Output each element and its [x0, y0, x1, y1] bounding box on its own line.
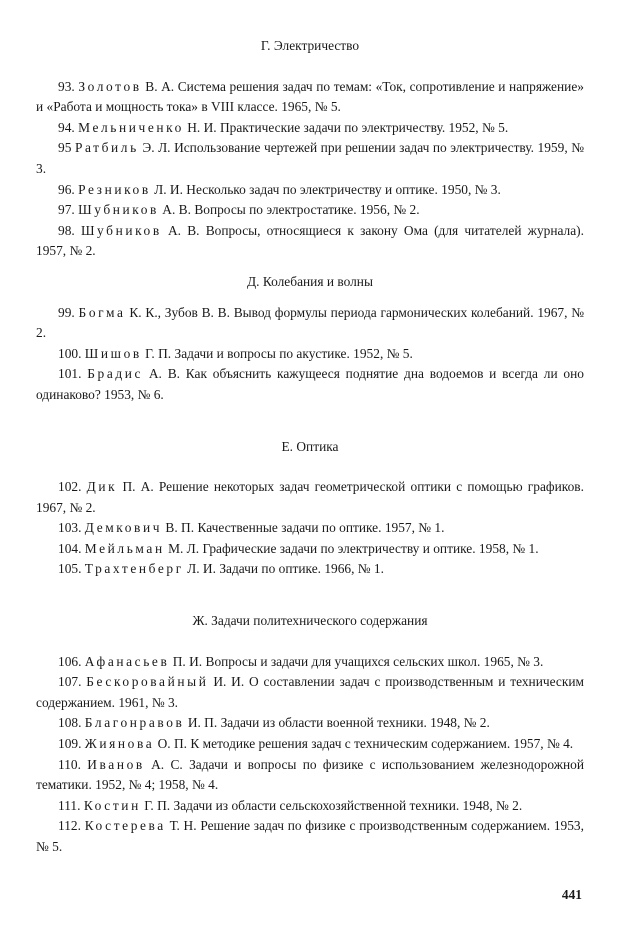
entry-text: Графические задачи по электричеству и оптике. 1958, № 1.: [202, 540, 539, 556]
entry-initials: Л. И.: [187, 561, 216, 577]
entry-initials: А. В.: [162, 202, 191, 218]
entry-number: 94.: [58, 119, 75, 135]
entry-author: Брадис: [87, 366, 144, 382]
entry-number: 110.: [58, 756, 81, 772]
section-spacer: [36, 406, 584, 437]
entry-author: Шубников: [80, 222, 162, 238]
entry-author: Костерева: [84, 818, 166, 834]
bibliography-entry: [36, 734, 584, 755]
bibliography-entry: [36, 77, 584, 118]
section-title-optics: Е. Оптика: [281, 438, 339, 454]
entry-text: Задачи и вопросы по акустике. 1952, № 5.: [174, 345, 413, 361]
section-spacer: [36, 57, 584, 77]
entry-author: Жиянова: [84, 736, 155, 752]
entry-author: Иванов: [87, 756, 145, 772]
entry-author: Демкович: [84, 520, 163, 536]
entry-initials: О. П.: [157, 736, 188, 752]
entry-text: Задачи и вопросы по физике с использованием железнодорожной тематики. 1952, № 4; 1958, № 4.: [36, 756, 584, 793]
bibliography-entry: [36, 672, 584, 713]
entry-initials: И. И.: [213, 674, 245, 690]
entry-author: Бескоровайный: [86, 674, 209, 690]
entry-number: 99.: [58, 304, 75, 320]
entry-author: Дик: [86, 479, 118, 495]
entry-text: О составлении задач с производственным и техническим содержанием. 1961, № 3.: [36, 674, 584, 710]
entry-text: Задачи из области военной техники. 1948, № 2.: [220, 715, 490, 731]
entry-initials: В. П.: [165, 520, 195, 536]
entry-initials: А. В.: [148, 366, 180, 382]
entry-text: Задачи по оптике. 1966, № 1.: [219, 561, 384, 577]
entry-text: Практические задачи по электричеству. 1952, № 5.: [219, 119, 509, 135]
entry-initials: Н. И.: [187, 119, 217, 135]
entry-author: Мельниченко: [78, 119, 184, 135]
entry-text: Вопросы по электростатике. 1956, № 2.: [194, 202, 420, 218]
section-title-oscillations: Д. Колебания и волны: [247, 273, 373, 289]
entry-text: Несколько задач по электричеству и оптике. 1950, № 3.: [186, 181, 501, 197]
entry-initials: П. И.: [172, 653, 203, 669]
entry-author: Костин: [83, 797, 141, 813]
section-title-polytechnic: Ж. Задачи политехнического содержания: [192, 613, 428, 629]
bibliography-entry: [36, 652, 584, 673]
entry-number: 97.: [58, 202, 75, 218]
entry-text: Как объяснить кажущееся поднятие дна водоемов и всегда ли оно одинаково? 1953, № 6.: [36, 366, 584, 402]
entry-text: Система решения задач по темам: «Ток, сопротивление и напряжение» и «Работа и мощность тока» в VIII классе. 1965, № 5.: [36, 78, 584, 115]
entry-initials: Э. Л.: [142, 140, 171, 156]
entry-number: 106.: [58, 653, 82, 669]
section-spacer: [36, 293, 584, 303]
entry-number: 95: [58, 140, 72, 156]
entry-number: 107.: [58, 674, 82, 690]
bibliography-entry: [36, 816, 584, 857]
section-spacer: [36, 632, 584, 652]
bibliography-entry: [36, 200, 584, 221]
section-spacer: [36, 457, 584, 477]
entry-initials: И. П.: [187, 715, 218, 731]
entry-number: 93.: [58, 78, 75, 94]
section-spacer: [36, 262, 584, 272]
entry-author: Золотов: [78, 78, 142, 94]
bibliography-entry: [36, 138, 584, 179]
bibliography-page: [36, 36, 584, 858]
entry-initials: В. А.: [145, 78, 175, 94]
entry-text: Задачи из области сельскохозяйственной техники. 1948, № 2.: [173, 797, 523, 813]
entry-author: Богма: [78, 304, 126, 320]
entry-initials: А. С.: [151, 756, 183, 772]
bibliography-entry: [36, 477, 584, 518]
entry-number: 109.: [58, 736, 82, 752]
entry-text: Использование чертежей при решении задач по электричеству. 1959, № 3.: [36, 140, 584, 176]
entry-initials: А. В.: [167, 222, 200, 238]
bibliography-entry: [36, 221, 584, 262]
bibliography-entry: [36, 344, 584, 365]
entry-number: 98.: [58, 222, 75, 238]
entry-author: Резников: [78, 181, 151, 197]
entry-number: 103.: [58, 520, 82, 536]
section-title-electricity: Г. Электричество: [260, 38, 360, 53]
entry-text: К методике решения задач с техническим содержанием. 1957, № 4.: [190, 736, 574, 752]
bibliography-entry: [36, 303, 584, 344]
entry-number: 102.: [58, 479, 82, 495]
entry-initials: Г. П.: [144, 797, 171, 813]
entry-author: Ратбиль: [74, 140, 139, 156]
bibliography-entry: [36, 559, 584, 580]
entry-author: Трахтенберг: [84, 561, 184, 577]
entry-initials: Г. П.: [145, 345, 172, 361]
entry-text: Решение задач по физике с производственным содержанием. 1953, № 5.: [36, 818, 584, 854]
entry-author: Шишов: [84, 345, 142, 361]
bibliography-entry: [36, 539, 584, 560]
bibliography-entry: [36, 796, 584, 817]
entry-number: 100.: [58, 345, 82, 361]
entry-text: Вопросы и задачи для учащихся сельских школ. 1965, № 3.: [205, 653, 544, 669]
entry-author: Шубников: [78, 202, 159, 218]
entry-initials: П. А.: [122, 479, 154, 495]
entry-number: 96.: [58, 181, 75, 197]
entry-author: Афанасьев: [84, 653, 170, 669]
entry-author: Мейльман: [84, 540, 165, 556]
entry-initials: К. К., Зубов В. В.: [129, 304, 230, 320]
entry-text: Вопросы, относящиеся к закону Ома (для читателей журнала). 1957, № 2.: [36, 222, 584, 259]
entry-initials: М. Л.: [168, 540, 200, 556]
entry-number: 105.: [58, 561, 82, 577]
entry-initials: Л. И.: [154, 181, 183, 197]
entry-text: Качественные задачи по оптике. 1957, № 1.: [197, 520, 445, 536]
bibliography-entry: [36, 118, 584, 139]
entry-text: Вывод формулы периода гармонических колебаний. 1967, № 2.: [36, 304, 584, 341]
entry-number: 108.: [58, 715, 82, 731]
page-number: 441: [561, 887, 582, 902]
bibliography-entry: [36, 180, 584, 201]
bibliography-entry: [36, 755, 584, 796]
section-spacer: [36, 580, 584, 611]
entry-number: 112.: [58, 818, 81, 834]
entry-text: Решение некоторых задач геометрической оптики с помощью графиков. 1967, № 2.: [36, 479, 584, 515]
entry-initials: Т. Н.: [169, 818, 197, 834]
entry-author: Благонравов: [84, 715, 185, 731]
entry-number: 101.: [58, 366, 82, 382]
entry-number: 104.: [58, 540, 82, 556]
bibliography-entry: [36, 364, 584, 405]
entry-number: 111.: [58, 797, 81, 813]
bibliography-entry: [36, 713, 584, 734]
bibliography-entry: [36, 518, 584, 539]
